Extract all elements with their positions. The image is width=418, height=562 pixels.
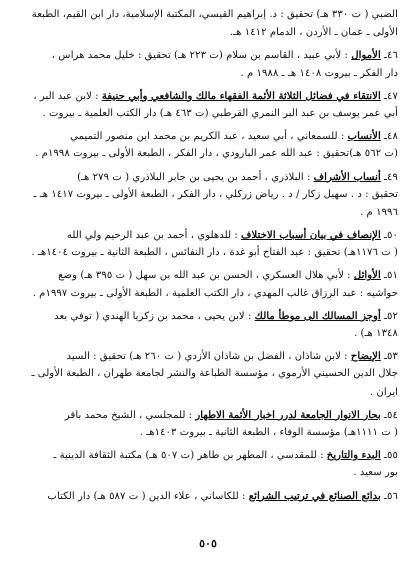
- bibliography-entry: [18, 46, 398, 82]
- entry-text: ١٩٩٦ م .: [360, 206, 398, 218]
- bibliography-entry: [18, 347, 398, 402]
- bibliography-list: [18, 6, 398, 505]
- entry-text: حواشيه : عبد الرزاق غالب المهدي ، دار الكتب العلمية ، الطبعة الأولى ـ بيروت ١٩٩٧م .: [32, 287, 398, 299]
- entry-line: [18, 65, 398, 83]
- entry-text: : للدهلوي ، أحمد بن عبد الرحيم ولي الله: [66, 230, 241, 242]
- entry-line: [18, 266, 398, 284]
- entry-text: : لأبي هلال العسكري ، الحسن بن عبد الله بن سهل ( ت ٣٩٥ هـ) وضع: [58, 270, 354, 282]
- entry-text: أبي عمر يوسف بن عبد البر النمري القرطبي (ت ٤٦٣ هـ) دار الكتب العلمية ـ بيروت .: [42, 107, 398, 119]
- book-title: الانتقاء في فضائل الثلاثة الأئمة الفقهاء مالك والشافعي وأبي حنيفة: [101, 89, 381, 102]
- bibliography-entry: [18, 487, 398, 505]
- entry-text: ٥٦ـ: [380, 490, 398, 502]
- entry-text: : للسمعاني ، أبي سعيد ، عبد الكريم بن محمد ابن منصور التميمي: [70, 131, 348, 143]
- entry-text: تحقيق : د . سهيل زكار / د . رياض زركلي ، دار الفكر ، الطبعة الأولى ـ بيروت ١٤١٧ هـ ـ: [33, 188, 398, 200]
- document-page: [18, 6, 398, 562]
- entry-line: [18, 24, 398, 42]
- book-title: أوجز المسالك الى موطأ مالك: [254, 309, 381, 322]
- entry-text: : للكاساني ، علاء الدين ( ت ٥٨٧ هـ) دار الكتاب: [47, 490, 249, 502]
- entry-line: [18, 226, 398, 244]
- book-title: الأوائل: [353, 269, 381, 282]
- entry-text: ٤٦ـ: [380, 50, 398, 62]
- entry-text: ٤٧ـ: [380, 90, 398, 102]
- book-title: الإنصاف في بيان أسباب الاختلاف: [241, 229, 381, 242]
- entry-text: : البلاذري ، أحمد بن يحيى بن جابر البلاذري ( ت ٢٧٩ هـ): [77, 171, 314, 183]
- bibliography-entry: [18, 307, 398, 343]
- entry-text: جلال الدين الحسيني الأرموي ، مؤسسة الطباعة والنشر لجامعة طهران ، الطبعة الأولى ـ: [31, 368, 398, 380]
- entry-text: : للمجلسي ، الشيخ محمد باقر: [64, 409, 196, 421]
- entry-text: (ت ٥٦٢ هـ)تحقيق : عبد الله عمر البارودي ، دار الفكر ، الطبعة الأولى ـ بيروت ١٩٩٨م .: [35, 148, 398, 160]
- entry-line: [18, 307, 398, 325]
- book-title: الأنساب: [347, 130, 381, 143]
- book-title: البدء والتاريخ: [326, 449, 381, 462]
- entry-line: [18, 384, 398, 402]
- entry-text: دار الفكر ـ بيروت ١٤٠٨ هـ ـ ١٩٨٨ م .: [240, 67, 398, 79]
- book-title: بدائع الصنائع في ترتيب الشرائع: [248, 489, 381, 502]
- entry-text: : لأبي عبيد ، القاسم بن سلام (ت ٢٢٣ هـ) تحقيق : خليل محمد هراس ،: [51, 50, 352, 62]
- entry-line: [18, 365, 398, 383]
- bibliography-entry: [18, 168, 398, 223]
- entry-line: [18, 285, 398, 303]
- entry-text: ايران .: [369, 386, 398, 398]
- entry-text: ٥٣ـ: [380, 351, 398, 363]
- book-title: الإيضاح: [350, 350, 381, 363]
- entry-line: [18, 487, 398, 505]
- entry-line: [18, 145, 398, 163]
- entry-line: [18, 87, 398, 105]
- bibliography-entry: [18, 446, 398, 482]
- entry-text: ٤٩ـ: [380, 171, 398, 183]
- entry-line: [18, 446, 398, 464]
- entry-line: [18, 424, 398, 442]
- book-title: الأموال: [351, 49, 381, 62]
- entry-text: ٥٥ـ: [380, 450, 398, 462]
- bibliography-entry: [18, 266, 398, 302]
- entry-text: : لابن يحيى ، محمد بن زكريا الهندي ( توفي بعد: [54, 310, 255, 322]
- entry-line: [18, 105, 398, 123]
- entry-line: [18, 325, 398, 343]
- entry-text: بور سعيد .: [353, 467, 398, 479]
- entry-line: [18, 406, 398, 424]
- book-title: أنساب الأشراف: [313, 170, 381, 183]
- entry-line: [18, 464, 398, 482]
- entry-text: ٥١ـ: [380, 270, 398, 282]
- entry-text: ٤٨ـ: [380, 131, 398, 143]
- entry-line: [18, 6, 398, 24]
- entry-text: ١٣٤٨ هـ) .: [354, 328, 398, 339]
- entry-line: [18, 46, 398, 64]
- entry-line: [18, 168, 398, 186]
- entry-text: ( ت ١١١١هـ) مؤسسة الوفاء ، الطبعة الثانية ـ بيروت ١٤٠٣هـ .: [139, 426, 398, 438]
- entry-text: : للمقدسي ، المطهر بن طاهر (ت ٥٠٧ هـ) مكتبة الثقافة الدينية ـ: [53, 450, 327, 462]
- bibliography-entry: [18, 6, 398, 42]
- entry-line: [18, 244, 398, 262]
- bibliography-entry: [18, 87, 398, 123]
- entry-line: [18, 127, 398, 145]
- bibliography-entry: [18, 406, 398, 442]
- book-title: بحار الانوار الجامعة لدرر اخبار الأئمة الاطهار: [195, 408, 381, 421]
- page-number: ٥٠٥: [199, 537, 217, 550]
- entry-text: ( ت ١١٧٦هـ) تحقيق : عبد الفتاح أبو غدة ، دار النفائس ، الطبعة الثانية ـ بيروت ١٤٠٤هـ .: [31, 247, 398, 259]
- entry-line: [18, 186, 398, 204]
- entry-text: الأولى ـ عمان ـ الأردن ، الدمام ١٤١٢ هـ.: [229, 27, 398, 39]
- entry-text: ٥٠ـ: [380, 230, 398, 242]
- entry-text: : لابن عبد البر ،: [33, 90, 102, 102]
- entry-text: : لابن شاذان ، الفضل بن شاذان الأزدي ( ت ٢٦٠ هـ) تحقيق : السيد: [66, 351, 351, 363]
- bibliography-entry: [18, 127, 398, 163]
- entry-line: [18, 204, 398, 222]
- entry-line: [18, 347, 398, 365]
- entry-text: الضبي ( ت ٣٣٠ هـ) تحقيق : د. إبراهيم القيسي، المكتبة الإسلامية، دار ابن القيم، الطبعة: [31, 9, 398, 20]
- entry-text: ٥٤ـ: [380, 409, 398, 421]
- entry-text: ٥٢ـ: [380, 310, 398, 322]
- bibliography-entry: [18, 226, 398, 262]
